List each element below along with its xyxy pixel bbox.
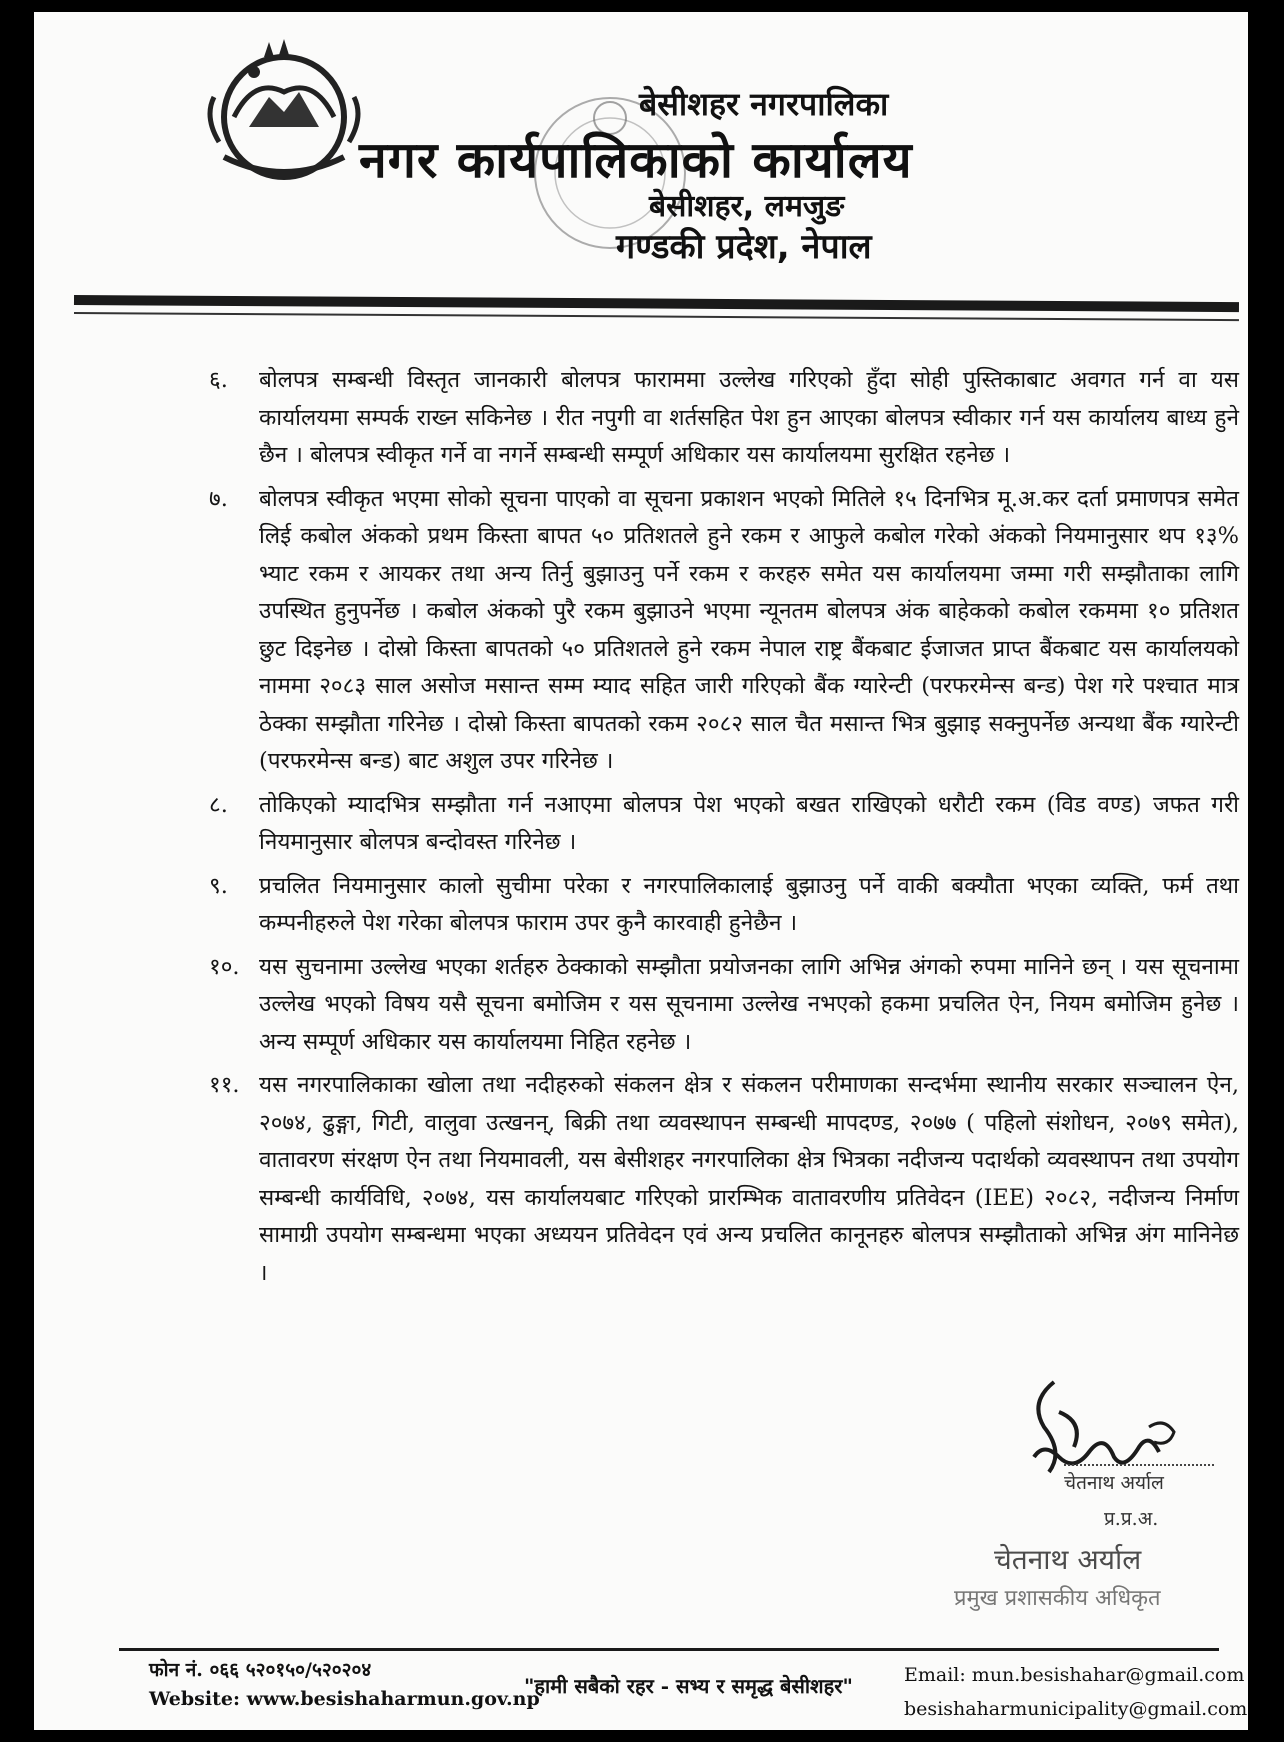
header-divider <box>74 295 1239 312</box>
clause <box>209 1067 1239 1292</box>
clause-text: तोकिएको म्यादभित्र सम्झौता गर्न नआएमा बोलपत्र पेश भएको बखत राखिएको धरौटी रकम (विड वण्ड) जफत गरी नियमानुसार बोलपत्र बन्दोवस्त गरिनेछ । <box>259 791 1239 855</box>
clause-text: यस सुचनामा उल्लेख भएका शर्तहरु ठेक्काको सम्झौता प्रयोजनका लागि अभिन्न अंगको रुपमा मानिने छन् । यस सूचनामा उल्लेख भएको विषय यसै सूचना बमोजिम र यस सूचनामा उल्लेख नभएको हकमा प्रचलित ऐन, नियम बमोजिम हुनेछ । अन्य सम्पूर्ण अधिकार यस कार्यालयमा निहित रहनेछ । <box>259 953 1239 1055</box>
province-name: गण्डकी प्रदेश, नेपाल <box>616 227 872 267</box>
clause-text: यस नगरपालिकाका खोला तथा नदीहरुको संकलन क्षेत्र र संकलन परीमाणका सन्दर्भमा स्थानीय सरकार सञ्चालन ऐन, २०७४, ढुङ्गा, गिटी, वालुवा उत्खनन्, बिक्री तथा व्यवस्थापन सम्बन्धी मापदण्ड, २०७७ ( पहिलो संशोधन, २०७९ समेत), वातावरण संरक्षण ऐन तथा नियमावली, यस बेसीशहर नगरपालिका क्षेत्र भित्रका नदीजन्य पदार्थको व्यवस्थापन तथा उपयोग सम्बन्धी कार्यविधि, २०७४, यस कार्यालयबाट गरिएको प्रारम्भिक वातावरणीय प्रतिवेदन (IEE) २०८२, नदीजन्य निर्माण सामाग्री उपयोग सम्बन्धमा भएका अध्ययन प्रतिवेदन एवं अन्य प्रचलित कानूनहरु बोलपत्र सम्झौताको अभिन्न अंग मानिनेछ । <box>259 1072 1239 1286</box>
signature-line <box>1064 1464 1214 1466</box>
notice-body <box>209 362 1239 1292</box>
footer-email-secondary: besishaharmunicipality@gmail.com <box>904 1698 1248 1720</box>
clause-text: प्रचलित नियमानुसार कालो सुचीमा परेका र नगरपालिकालाई बुझाउनु पर्ने वाकी बक्यौता भएका व्यक्ति, फर्म तथा कम्पनीहरुले पेश गरेका बोलपत्र फाराम उपर कुनै कारवाही हुनेछैन । <box>259 872 1239 936</box>
clause-number: ८. <box>209 791 228 818</box>
clause-text: बोलपत्र स्वीकृत भएमा सोको सूचना पाएको वा सूचना प्रकाशन भएको मितिले १५ दिनभित्र मू.अ.कर दर्ता प्रमाणपत्र समेत लिई कबोल अंकको प्रथम किस्ता बापत ५० प्रतिशतले हुने रकम र आफुले कबोल गरेको अंकको नियमानुसार थप १३% भ्याट रकम र आयकर तथा अन्य तिर्नु बुझाउनु पर्ने रकम र करहरु समेत यस कार्यालयमा जम्मा गरी सम्झौताका लागि उपस्थित हुनुपर्नेछ । कबोल अंकको पुरै रकम बुझाउने भएमा न्यूनतम बोलपत्र अंक बाहेकको कबोल रकममा १० प्रतिशत छुट दिइनेछ । दोस्रो किस्ता बापतको ५० प्रतिशतले हुने रकम नेपाल राष्ट्र बैंकबाट ईजाजत प्राप्त बैंकबाट यस कार्यालयको नाममा २०८३ साल असोज मसान्त सम्म म्याद सहित जारी गरिएको बैंक ग्यारेन्टी (परफरमेन्स बन्ड) पेश गरे पश्चात मात्र ठेक्का सम्झौता गरिनेछ । दोस्रो किस्ता बापतको रकम २०८२ साल चैत मसान्त भित्र बुझाइ सक्नुपर्नेछ अन्यथा बैंक ग्यारेन्टी (परफरमेन्स बन्ड) बाट अशुल उपर गरिनेछ । <box>259 485 1239 774</box>
signatory-role: प्र.प्र.अ. <box>1104 1508 1159 1530</box>
clause <box>209 787 1239 862</box>
clause <box>209 481 1239 781</box>
municipality-name: बेसीशहर नगरपालिका <box>639 85 889 123</box>
stamp-title: प्रमुख प्रशासकीय अधिकृत <box>954 1586 1161 1611</box>
clause-number: १०. <box>209 953 240 980</box>
header-divider-thin <box>74 312 1239 321</box>
clause <box>209 949 1239 1062</box>
footer-phone: फोन नं. ०६६ ५२०१५०/५२०२०४ <box>149 1659 372 1681</box>
office-location: बेसीशहर, लमजुङ <box>649 189 845 224</box>
footer-slogan: "हामी सबैको रहर - सभ्य र समृद्ध बेसीशहर" <box>524 1674 853 1698</box>
document-page <box>34 12 1248 1730</box>
clause-number: ९. <box>209 872 228 899</box>
clause-text: बोलपत्र सम्बन्धी विस्तृत जानकारी बोलपत्र फाराममा उल्लेख गरिएको हुँदा सोही पुस्तिकाबाट अवगत गर्न वा यस कार्यालयमा सम्पर्क राख्न सकिनेछ । रीत नपुगी वा शर्तसहित पेश हुन आएका बोलपत्र स्वीकार गर्न यस कार्यालय बाध्य हुने छैन । बोलपत्र स्वीकृत गर्ने वा नगर्ने सम्बन्धी सम्पूर्ण अधिकार यस कार्यालयमा सुरक्षित रहनेछ । <box>259 367 1239 468</box>
footer-website: Website: www.besishaharmun.gov.np <box>149 1688 540 1710</box>
clause-number: ७. <box>209 485 228 512</box>
stamp-name: चेतनाथ अर्याल <box>994 1543 1142 1576</box>
nepal-emblem-icon <box>194 37 374 187</box>
signatory-name: चेतनाथ अर्याल <box>1064 1472 1164 1494</box>
clause-number: ६. <box>209 367 228 393</box>
clause <box>209 362 1239 475</box>
office-name: नगर कार्यपालिकाको कार्यालय <box>359 131 913 189</box>
clause <box>209 868 1239 943</box>
clause-number: ११. <box>209 1072 240 1098</box>
footer-divider <box>119 1648 1219 1651</box>
footer-email-primary: Email: mun.besishahar@gmail.com <box>904 1664 1245 1686</box>
